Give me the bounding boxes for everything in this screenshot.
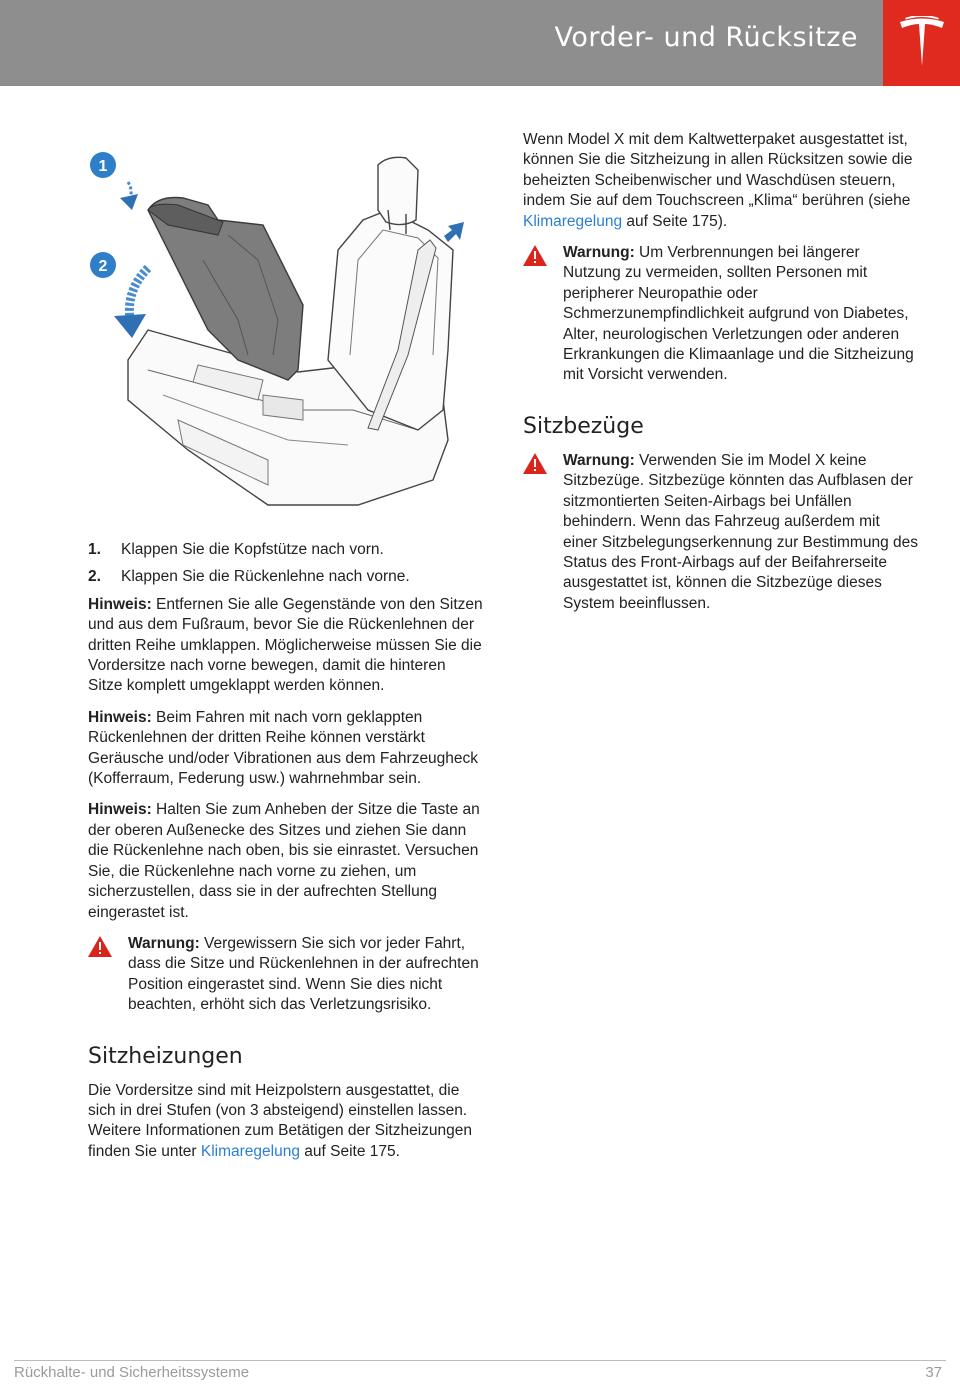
warning-triangle-icon <box>88 936 112 957</box>
page-title: Vorder- und Rücksitze <box>554 22 858 53</box>
left-column <box>88 110 483 1162</box>
note-paragraph: Hinweis: Beim Fahren mit nach vorn geklappten Rückenlehnen der dritten Reihe können verstärkt Geräusche und/oder Vibrationen aus dem Fahrzeugheck (Kofferraum, Federung usw.) wahrnehmbar sein. <box>88 708 479 788</box>
heading-seat-heating: Sitzheizungen <box>88 1043 243 1069</box>
list-item: 1. Klappen Sie die Kopfstütze nach vorn. <box>88 541 384 558</box>
figure-callout-1: 1 <box>98 158 108 175</box>
tesla-logo-icon <box>897 16 947 70</box>
list-item: 2. Klappen Sie die Rückenlehne nach vorne. <box>88 568 410 586</box>
warning-block: Warnung: Vergewissern Sie sich vor jeder Fahrt, dass die Sitze und Rückenlehnen in der aufrechten Position eingerastet sind. Wenn Sie dies nicht beachten, erhöht sich das Verletzungsrisiko. <box>88 934 483 1016</box>
warning-triangle-icon <box>523 453 547 474</box>
page-number: 37 <box>925 1364 942 1381</box>
warning-block: Warnung: Um Verbrennungen bei längerer Nutzung zu vermeiden, sollten Personen mit peripherer Neuropathie oder Schmerzunempfindlichkeit aufgrund von Diabetes, Alter, neurologischen Verletzungen oder anderen Erkrankungen die Klimaanlage und die Sitzheizung mit Vorsicht verwenden. <box>523 243 918 386</box>
link-climate-control[interactable]: Klimaregelung <box>200 1142 300 1160</box>
intro-paragraph: Wenn Model X mit dem Kaltwetterpaket ausgestattet ist, können Sie die Sitzheizung in allen Rücksitzen sowie die beheizten Scheibenwischer und Waschdüsen steuern, indem Sie auf dem Touchscreen „Klima“ berühren (siehe Klimaregelung auf Seite 175). <box>523 131 913 230</box>
steps-list <box>88 540 483 588</box>
page-footer <box>14 1360 946 1390</box>
figure-callout-2: 2 <box>98 258 108 275</box>
footer-section: Rückhalte- und Sicherheitssysteme <box>14 1364 250 1381</box>
tesla-logo <box>883 0 960 86</box>
link-climate-control[interactable]: Klimaregelung <box>523 212 623 230</box>
heading-seat-covers: Sitzbezüge <box>523 413 644 439</box>
right-column <box>523 130 918 625</box>
heating-paragraph: Die Vordersitze sind mit Heizpolstern ausgestattet, die sich in drei Stufen (von 3 absteigend) einstellen lassen. Weitere Informationen zum Betätigen der Sitzheizungen finden Sie unter Klimaregelung auf Seite 175. <box>88 1081 472 1160</box>
warning-triangle-icon <box>523 245 547 266</box>
note-paragraph: Hinweis: Entfernen Sie alle Gegenstände von den Sitzen und aus dem Fußraum, bevor Sie die Rückenlehnen der dritten Reihe umklappen. Möglicherweise müssen Sie die Vordersitze nach vorne bewegen, damit die hinteren Sitze komplett umgeklappt werden können. <box>88 595 483 695</box>
page-header <box>0 0 960 86</box>
warning-block: Warnung: Verwenden Sie im Model X keine Sitzbezüge. Sitzbezüge könnten das Aufblasen der sitzmontierten Seiten-Airbags bei Unfällen behindern. Wenn das Fahrzeug außerdem mit einer Sitzbelegungserkennung zur Bestimmung des Status des Front-Airbags auf der Beifahrerseite ausgestattet ist, können die Sitzbezüge dieses System beeinflussen. <box>523 451 918 614</box>
rear-seat-fold-illustration-icon <box>88 110 483 530</box>
seat-figure <box>88 110 483 530</box>
note-paragraph: Hinweis: Halten Sie zum Anheben der Sitze die Taste an der oberen Außenecke des Sitzes und ziehen Sie dann die Rückenlehne nach oben, bis sie einrastet. Versuchen Sie, die Rückenlehne nach vorne zu ziehen, um sicherzustellen, dass sie in der aufrechten Stellung eingerastet ist. <box>88 801 480 921</box>
